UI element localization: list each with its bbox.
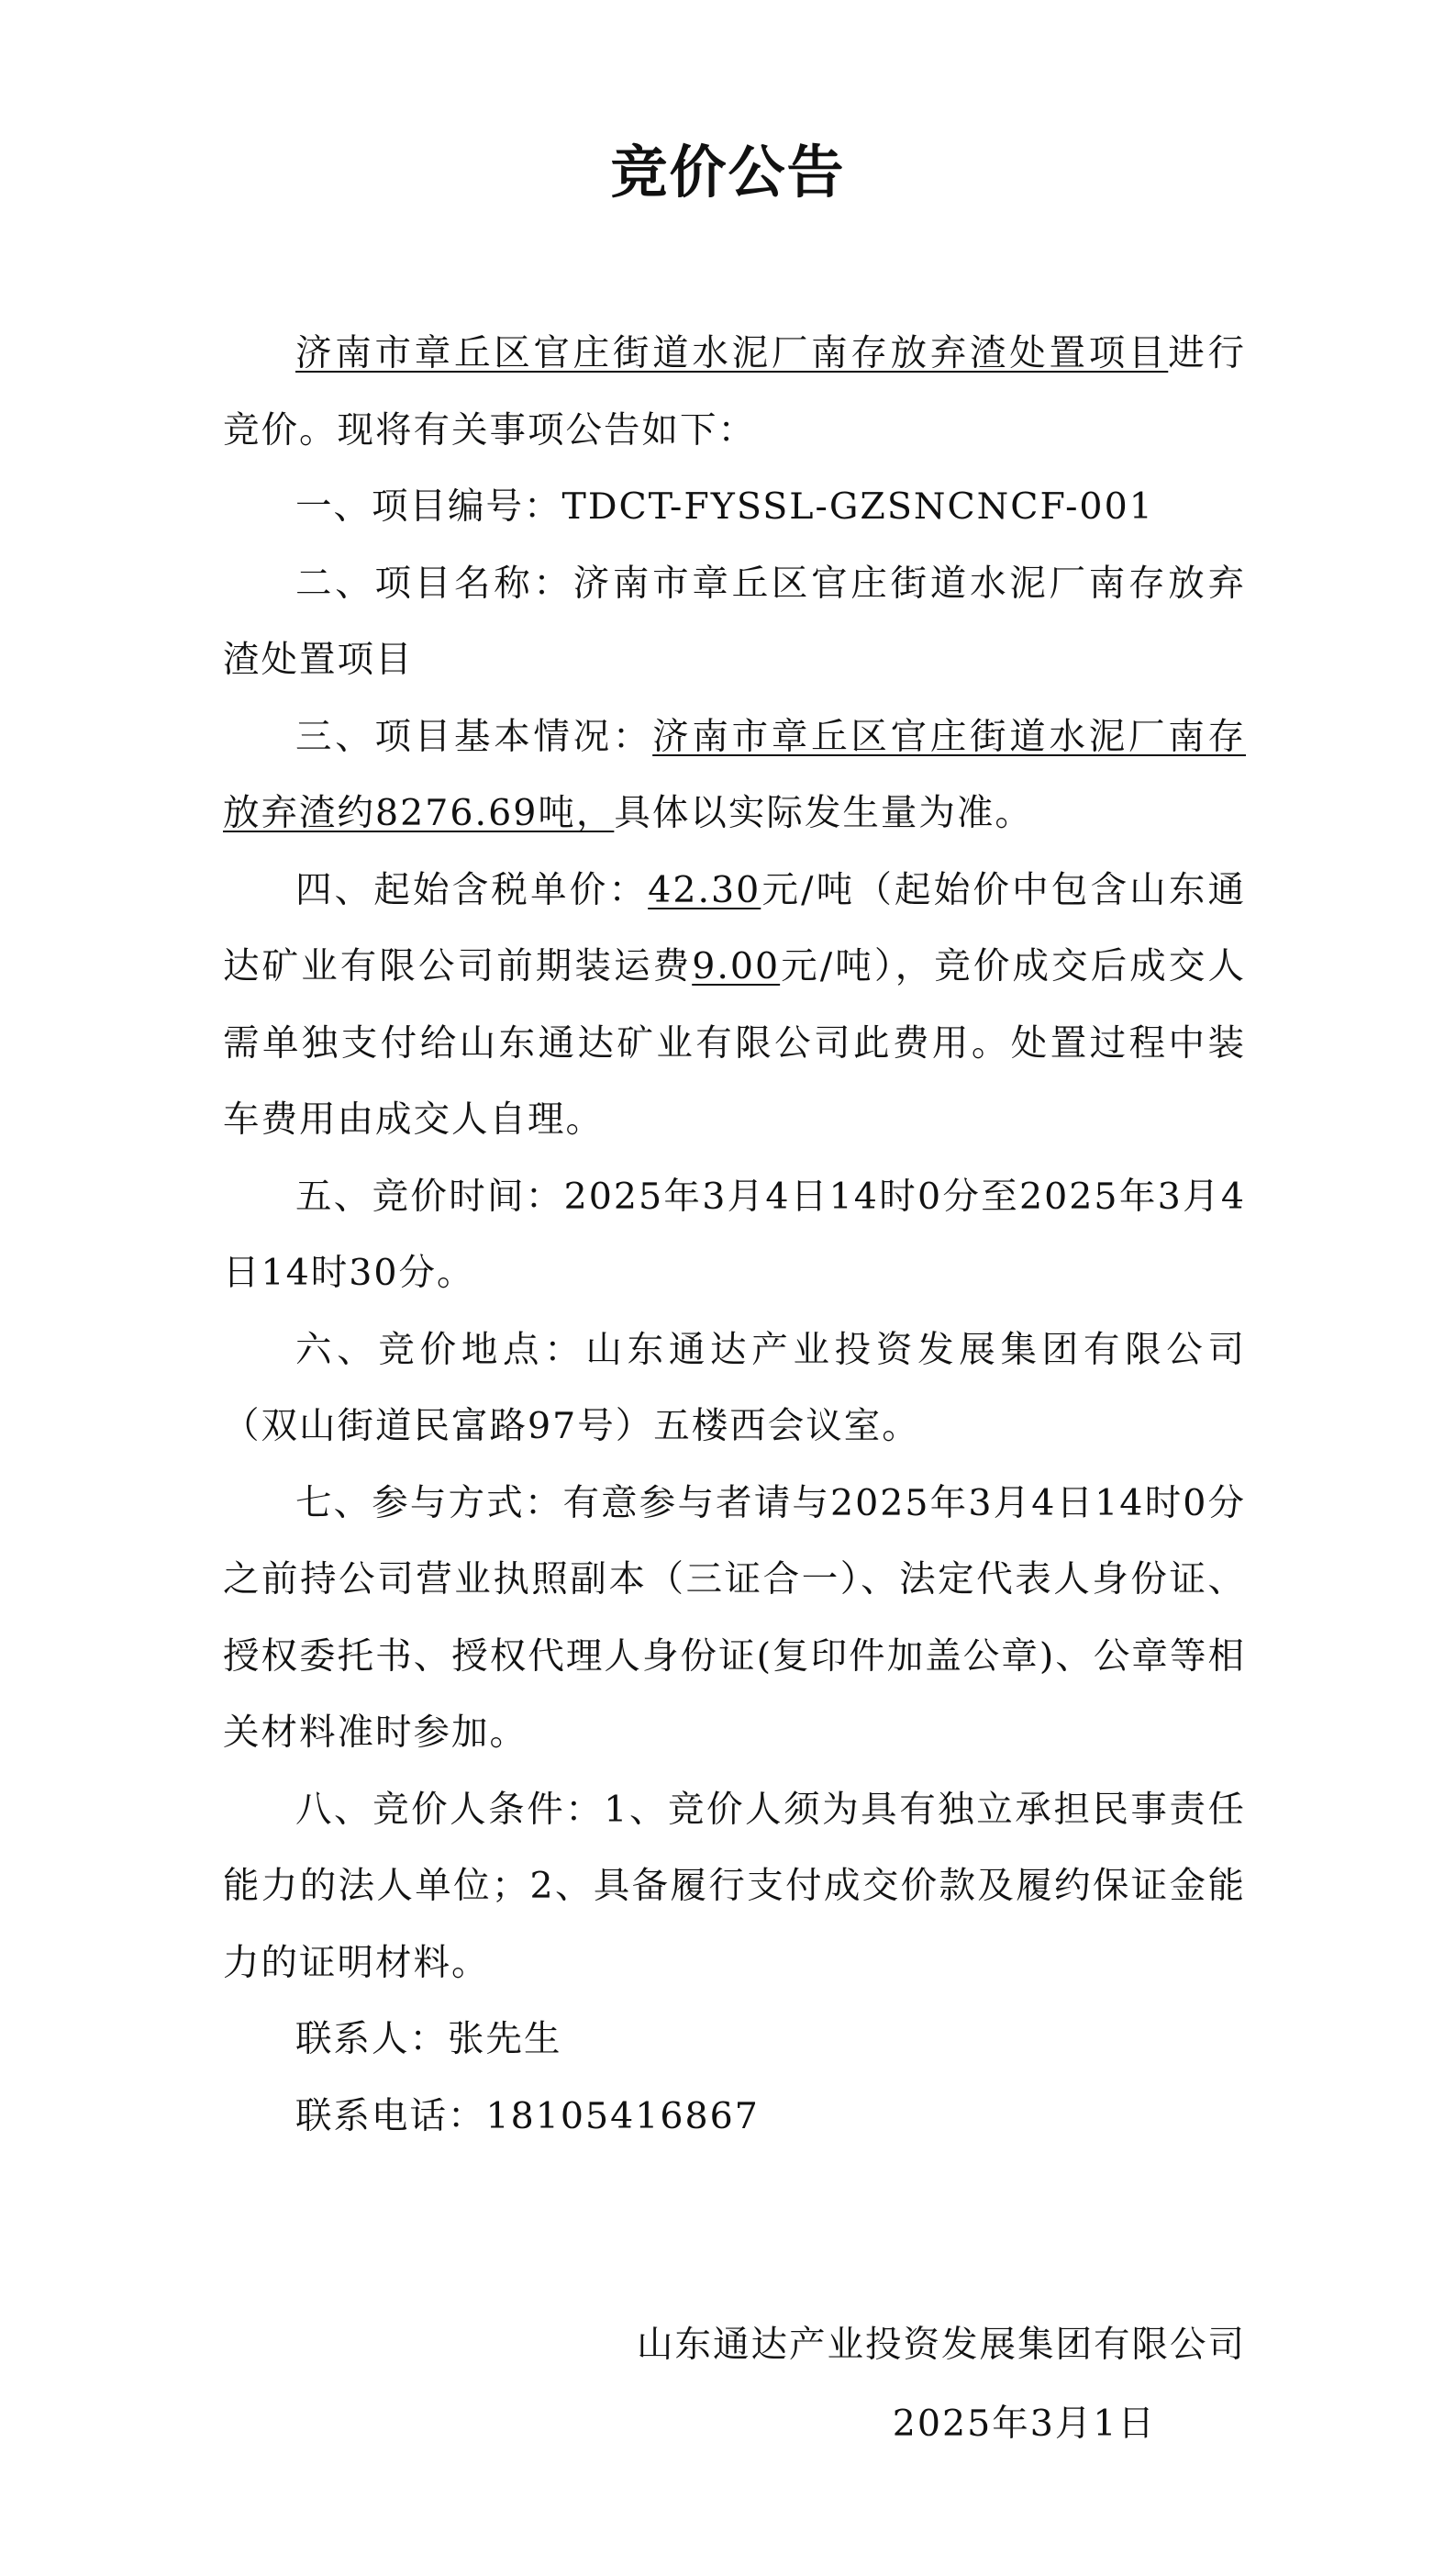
price-label: 四、起始含税单价： (295, 868, 649, 911)
announcement-body (223, 316, 1246, 2155)
signature-date: 2025年3月1日 (892, 2403, 1156, 2445)
item-bidding-location: 六、竞价地点：山东通达产业投资发展集团有限公司（双山街道民富路97号）五楼西会议室。 (223, 1328, 1246, 1447)
basic-info-label: 三、项目基本情况： (295, 715, 653, 758)
signer-company: 山东通达产业投资发展集团有限公司 (637, 2324, 1246, 2366)
basic-info-detail: 济南市章丘区官庄街道水泥厂南存放弃渣约8276.69吨， (223, 715, 1247, 834)
item-bidding-time: 五、竞价时间：2025年3月4日14时0分至2025年3月4日14时30分。 (223, 1175, 1246, 1294)
item-project-name: 二、项目名称：济南市章丘区官庄街道水泥厂南存放弃渣处置项目 (223, 562, 1246, 681)
contact-person: 联系人：张先生 (295, 2018, 562, 2060)
item-basic-info (223, 699, 1246, 853)
intro-paragraph (223, 316, 1246, 469)
page-title: 竞价公告 (610, 139, 846, 206)
intro-project-name: 济南市章丘区官庄街道水泥厂南存放弃渣处置项目 (295, 332, 1169, 374)
basic-info-rest: 具体以实际发生量为准。 (614, 792, 1033, 834)
price-rest: 元/吨），竞价成交后成交人需单独支付给山东通达矿业有限公司此费用。处置过程中装车费用由成交人自理。 (223, 945, 1247, 1141)
item-starting-price (223, 853, 1246, 1159)
item-participation: 七、参与方式：有意参与者请与2025年3月4日14时0分之前持公司营业执照副本（三证合一）、法定代表人身份证、授权委托书、授权代理人身份证(复印件加盖公章)、公章等相关材料准时参加。 (223, 1481, 1246, 1754)
item-bidder-conditions: 八、竞价人条件：1、竞价人须为具有独立承担民事责任能力的法人单位；2、具备履行支付成交价款及履约保证金能力的证明材料。 (223, 1788, 1246, 1984)
fee-value: 9.00 (692, 945, 781, 987)
item-project-code: 一、项目编号：TDCT-FYSSL-GZSNCNCF-001 (295, 485, 1154, 528)
price-value: 42.30 (648, 868, 761, 911)
contact-phone: 联系电话：18105416867 (295, 2094, 760, 2137)
price-mid: 元/吨（起始价中包含山东通达矿业有限公司前期装运费 (223, 868, 1247, 987)
intro-rest: 进行竞价。现将有关事项公告如下： (223, 332, 1247, 452)
